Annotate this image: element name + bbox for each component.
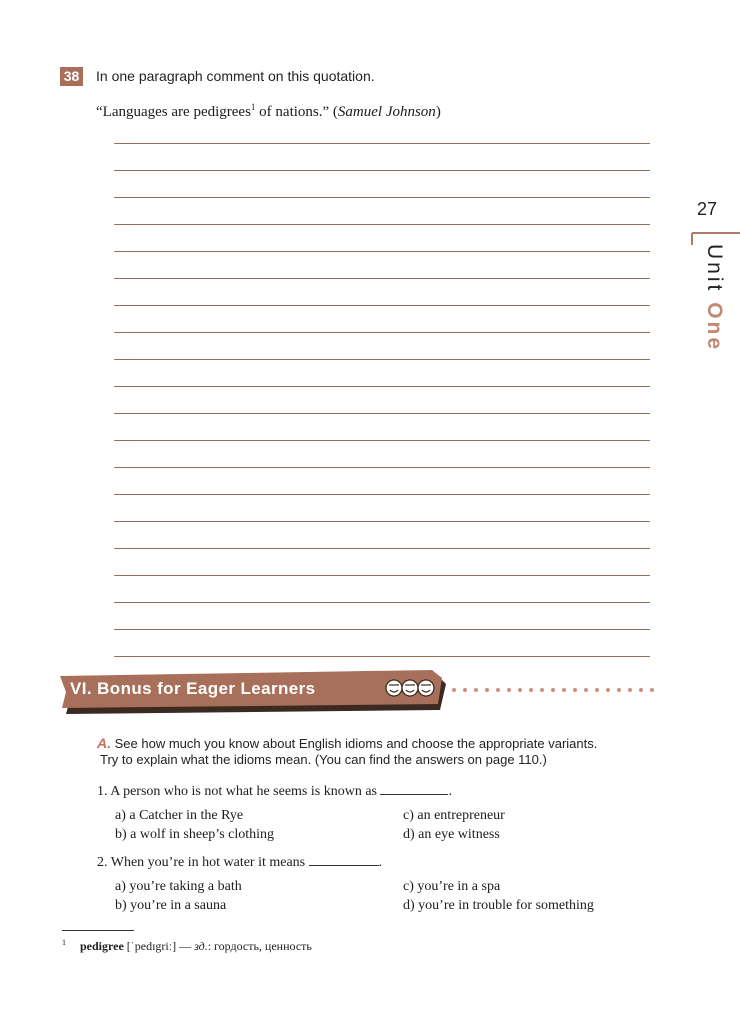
writing-line[interactable]: [114, 603, 650, 630]
writing-line[interactable]: [114, 468, 650, 495]
question-2-stem: 2. When you’re in hot water it means: [97, 855, 309, 870]
answer-blank[interactable]: [380, 782, 448, 795]
task-number-badge: 38: [60, 67, 83, 86]
writing-line[interactable]: [114, 252, 650, 279]
writing-line[interactable]: [114, 279, 650, 306]
footnote-mark: 1: [250, 102, 256, 112]
task-instruction: In one paragraph comment on this quotation.: [96, 68, 375, 84]
option[interactable]: d) an eye witness: [403, 827, 500, 842]
writing-line[interactable]: [114, 522, 650, 549]
option[interactable]: c) an entrepreneur: [403, 808, 505, 823]
part-a-line1: See how much you know about English idioms and choose the appropriate variants.: [114, 736, 598, 751]
footnote-word: pedigree: [80, 939, 124, 953]
question-2-end: .: [378, 855, 383, 870]
part-a-instruction: [97, 735, 657, 768]
unit-word: Unit: [703, 244, 726, 294]
option[interactable]: a) a Catcher in the Rye: [115, 808, 244, 823]
section-title: VI. Bonus for Eager Learners: [70, 679, 316, 698]
option[interactable]: b) you’re in a sauna: [115, 898, 227, 913]
writing-line[interactable]: [114, 171, 650, 198]
writing-line[interactable]: [114, 387, 650, 414]
writing-line[interactable]: [114, 576, 650, 603]
writing-line[interactable]: [114, 549, 650, 576]
banner-dots: [452, 688, 654, 692]
option[interactable]: a) you’re taking a bath: [115, 879, 242, 894]
writing-line[interactable]: [114, 630, 650, 657]
option[interactable]: b) a wolf in sheep’s clothing: [115, 827, 275, 842]
footnote-abbr: зд.: [194, 939, 208, 953]
part-a-line2: Try to explain what the idioms mean. (You can find the answers on page 110.): [100, 752, 547, 767]
page-number: 27: [697, 199, 718, 219]
part-a-letter: A.: [97, 735, 111, 751]
footnote-meaning: : гордость, ценность: [207, 939, 312, 953]
writing-line[interactable]: [114, 360, 650, 387]
unit-label: [696, 244, 726, 374]
writing-line[interactable]: [114, 414, 650, 441]
answer-blank[interactable]: [309, 853, 379, 866]
question-1: [97, 782, 452, 800]
footnote-transcription: [ˈpedɪgriː] —: [123, 939, 195, 953]
sidebar-rule: [692, 232, 740, 234]
quote-author: Samuel Johnson: [337, 104, 436, 120]
question-2: [97, 853, 382, 871]
writing-line[interactable]: [114, 441, 650, 468]
writing-area[interactable]: [114, 143, 650, 657]
question-1-end: .: [448, 784, 452, 799]
quote-text: “Languages are pedigrees: [96, 104, 251, 120]
option[interactable]: c) you’re in a spa: [403, 879, 501, 894]
footnote-rule: [62, 930, 134, 931]
quotation: [96, 102, 441, 121]
smiley-faces-icon: [384, 677, 436, 699]
writing-line[interactable]: [114, 333, 650, 360]
footnote: [62, 938, 312, 954]
sidebar-rule-tick: [691, 233, 693, 245]
writing-line[interactable]: [114, 144, 650, 171]
writing-line[interactable]: [114, 495, 650, 522]
writing-line[interactable]: [114, 198, 650, 225]
quote-rest: of nations.” (: [255, 104, 338, 120]
question-1-stem: 1. A person who is not what he seems is known as: [97, 784, 381, 799]
option[interactable]: d) you’re in trouble for something: [403, 898, 594, 913]
footnote-number: 1: [62, 938, 66, 947]
unit-number: One: [703, 302, 726, 353]
writing-line[interactable]: [114, 306, 650, 333]
writing-line[interactable]: [114, 225, 650, 252]
quote-close: ): [435, 104, 441, 120]
